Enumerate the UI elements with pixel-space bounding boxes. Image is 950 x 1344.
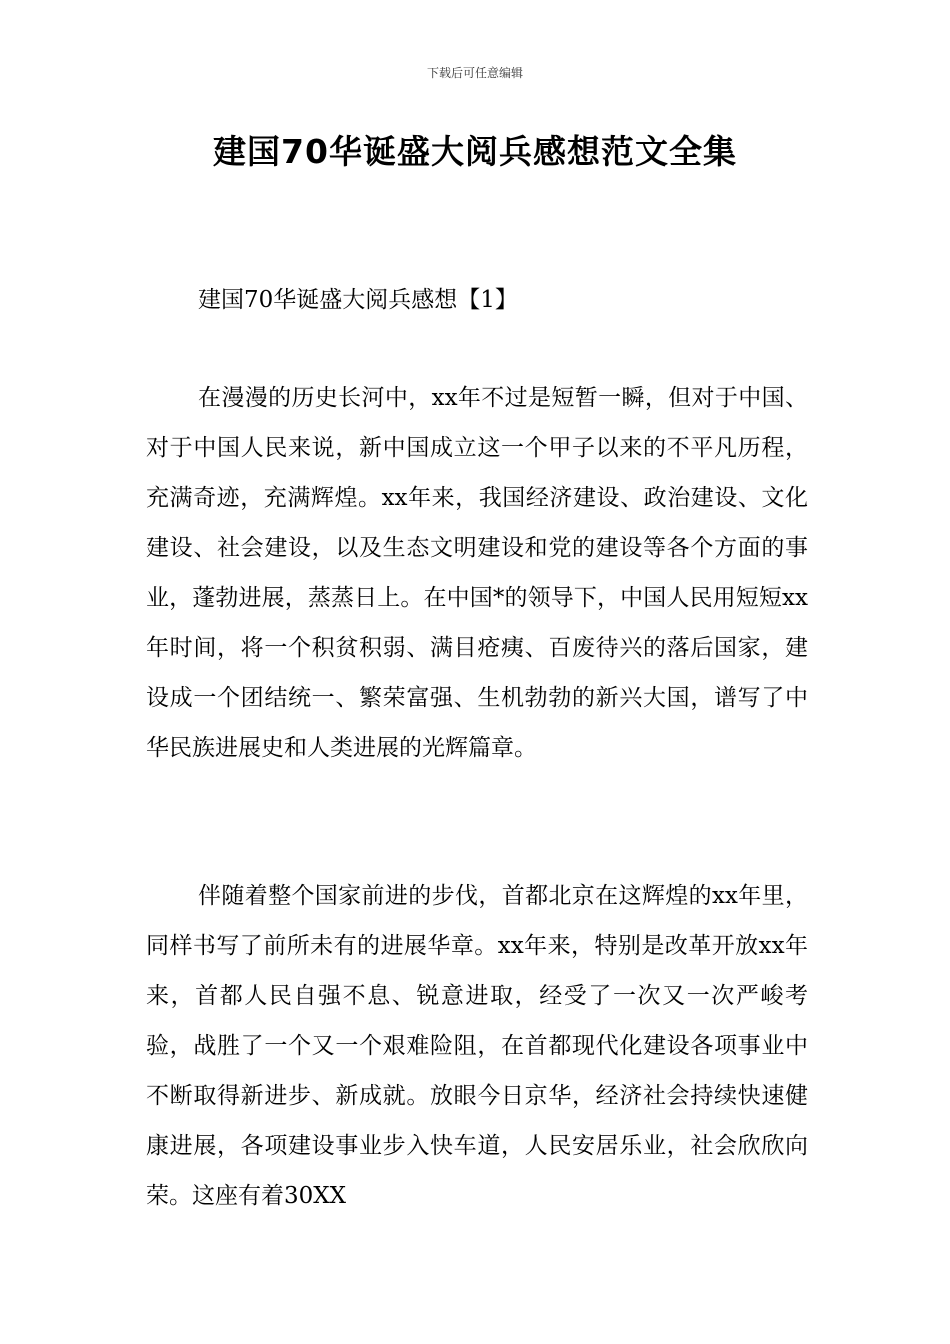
section-heading: 建国70华诞盛大阅兵感想【1】: [198, 287, 518, 313]
paragraph-2: 伴随着整个国家前进的步伐，首都北京在这辉煌的xx年里，同样书写了前所未有的进展华章。xx年来，特别是改革开放xx年来，首都人民自强不息、锐意进取，经受了一次又一次严峻考验，战胜了一个又一个艰难险阻，在首都现代化建设各项事业中不断取得新进步、新成就。放眼今日京华，经济社会持续快速健康进展，各项建设事业步入快车道，人民安居乐业，社会欣欣向荣。这座有着30XX: [146, 883, 808, 1209]
header-note: 下载后可任意编辑: [426, 66, 523, 80]
paragraph-1: 在漫漫的历史长河中，xx年不过是短暂一瞬，但对于中国、对于中国人民来说，新中国成立这一个甲子以来的不平凡历程，充满奇迹，充满辉煌。xx年来，我国经济建设、政治建设、文化建设、社会建设，以及生态文明建设和党的建设等各个方面的事业，蓬勃进展，蒸蒸日上。在中国*的领导下，中国人民用短短xx年时间，将一个积贫积弱、满目疮痍、百废待兴的落后国家，建设成一个团结统一、繁荣富强、生机勃勃的新兴大国，谱写了中华民族进展史和人类进展的光辉篇章。: [146, 385, 808, 761]
document-title: 建国70华诞盛大阅兵感想范文全集: [213, 132, 737, 171]
